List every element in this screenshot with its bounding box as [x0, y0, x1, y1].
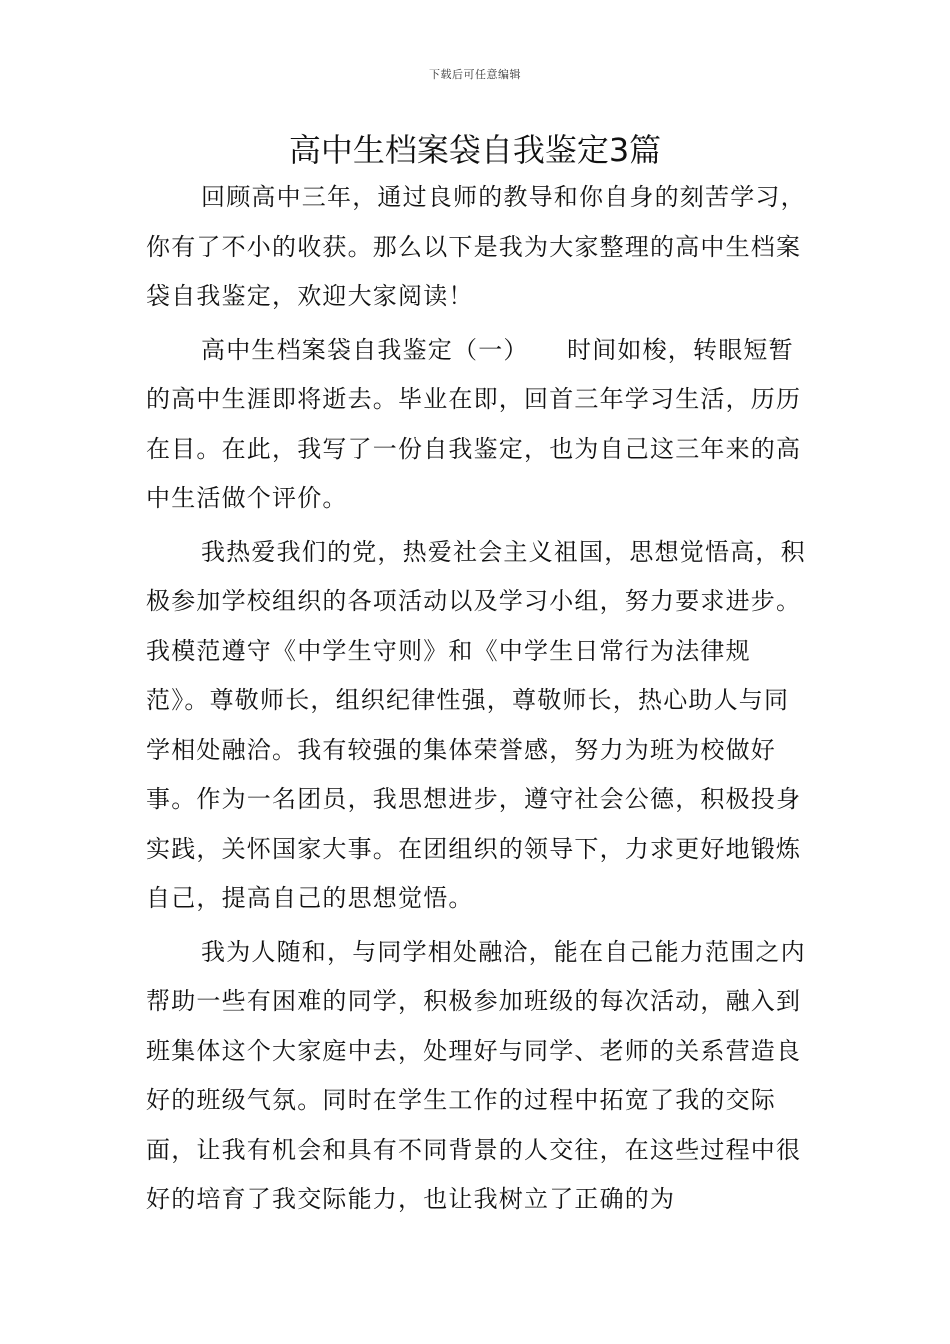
document-body [146, 173, 808, 1229]
document-title: 高中生档案袋自我鉴定3篇 [288, 131, 662, 169]
paragraph-patriotism: 我热爱我们的党，热爱社会主义祖国，思想觉悟高，积极参加学校组织的各项活动以及学习小组，努力要求进步。我模范遵守《中学生守则》和《中学生日常行为法律规范》。尊敬师长，组织纪律性强，尊敬师长，热心助人与同学相处融洽。我有较强的集体荣誉感，努力为班为校做好事。作为一名团员，我思想进步，遵守社会公德，积极投身实践，关怀国家大事。在团组织的领导下，力求更好地锻炼自己，提高自己的思想觉悟。 [146, 537, 806, 912]
header-note: 下载后可任意编辑 [429, 68, 521, 81]
paragraph-section-one: 高中生档案袋自我鉴定（一） 时间如梭，转眼短暂的高中生涯即将逝去。毕业在即，回首三年学习生活，历历在目。在此，我写了一份自我鉴定，也为自己这三年来的高中生活做个评价。 [146, 335, 802, 512]
paragraph-relationships: 我为人随和，与同学相处融洽，能在自己能力范围之内帮助一些有困难的同学，积极参加班级的每次活动，融入到班集体这个大家庭中去，处理好与同学、老师的关系营造良好的班级气氛。同时在学生工作的过程中拓宽了我的交际面，让我有机会和具有不同背景的人交往，在这些过程中很好的培育了我交际能力，也让我树立了正确的为 [146, 937, 806, 1213]
paragraph-intro: 回顾高中三年，通过良师的教导和你自身的刻苦学习，你有了不小的收获。那么以下是我为大家整理的高中生档案袋自我鉴定，欢迎大家阅读！ [146, 183, 806, 310]
